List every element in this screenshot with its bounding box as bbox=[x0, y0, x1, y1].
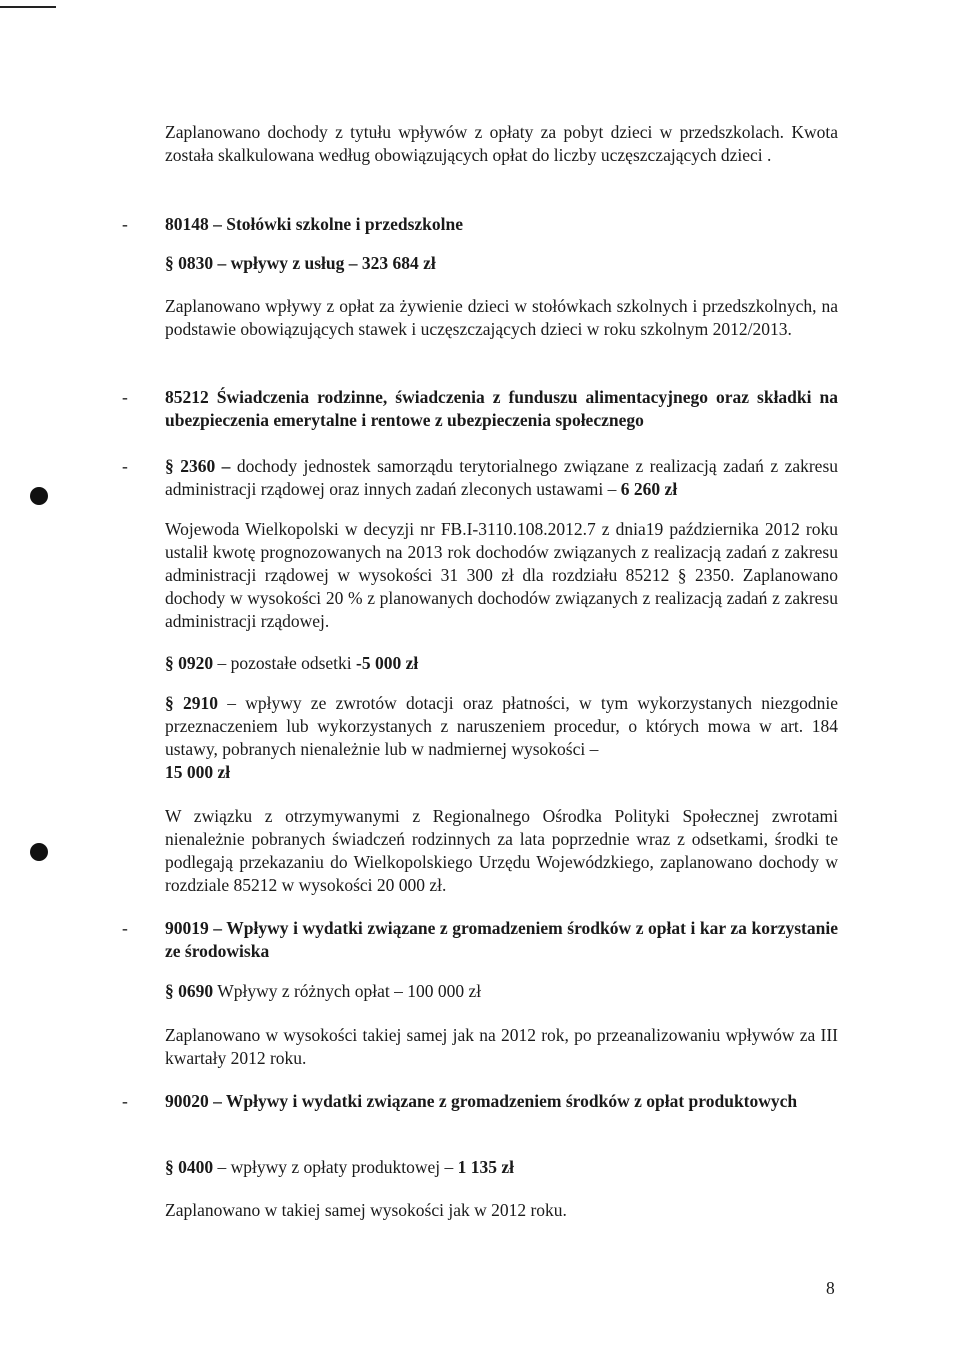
item-0690-code: § 0690 bbox=[165, 981, 214, 1001]
item-2910-amount: 15 000 zł bbox=[165, 762, 231, 782]
item-2360-code: § 2360 – bbox=[165, 456, 231, 476]
paragraph-wojewoda: Wojewoda Wielkopolski w decyzji nr FB.I-3110.108.2012.7 z dnia19 października 2012 roku ustalił kwotę prognozowanych na 2013 rok dochodów związanych z realizacją zadań z zakresu administracji rządowej w wysokości 31 300 zł dla rozdziału 85212 § 2350. Zaplanowano dochody w wysokości 20 % z planowanych dochodów związanych z realizacją zadań z zakresu administracji rządowej. bbox=[165, 519, 838, 631]
item-0690 bbox=[165, 980, 838, 1003]
paragraph-0690: Zaplanowano w wysokości takiej samej jak na 2012 rok, po przeanalizowaniu wpływów za III kwartały 2012 roku. bbox=[165, 1025, 838, 1068]
item-0400-text: – wpływy z opłaty produktowej – bbox=[217, 1157, 454, 1177]
item-0920-code: § 0920 bbox=[165, 653, 214, 673]
item-2910 bbox=[165, 692, 838, 784]
item-0690-text: Wpływy z różnych opłat – 100 000 zł bbox=[217, 981, 482, 1001]
bullet-85212: - bbox=[122, 387, 128, 407]
bullet-90020: - bbox=[122, 1091, 128, 1111]
item-0920 bbox=[165, 652, 838, 675]
item-0830-title: § 0830 – wpływy z usług – 323 684 zł bbox=[165, 253, 436, 273]
top-scan-line bbox=[0, 6, 56, 8]
item-0400-amount: 1 135 zł bbox=[457, 1157, 514, 1177]
heading-90020: 90020 – Wpływy i wydatki związane z gromadzeniem środków z opłat produktowych bbox=[165, 1091, 798, 1111]
bullet-80148: - bbox=[122, 214, 128, 234]
item-0830 bbox=[165, 252, 838, 275]
bullet-90019: - bbox=[122, 918, 128, 938]
heading-80148: 80148 – Stołówki szkolne i przedszkolne bbox=[165, 214, 464, 234]
item-2360-text: dochody jednostek samorządu terytorialnego związane z realizacją zadań z zakresu administracji rządowej oraz innych zadań zleconych ustawami – bbox=[165, 456, 839, 499]
item-2360 bbox=[165, 455, 838, 501]
paragraph-rops: W związku z otrzymywanymi z Regionalnego Ośrodka Polityki Społecznej zwrotami nienależnie pobranych świadczeń rodzinnych za lata poprzednie wraz z odsetkami, środki te podlegają przekazaniu do Wielkopolskiego Urzędu Wojewódzkiego, zaplanowano dochody w rozdziale 85212 w wysokości 20 000 zł. bbox=[165, 806, 838, 895]
heading-90019: 90019 – Wpływy i wydatki związane z gromadzeniem środków z opłat i kar za korzystanie ze środowiska bbox=[165, 918, 838, 961]
item-2910-code: § 2910 bbox=[165, 693, 218, 713]
bullet-2360: - bbox=[122, 456, 128, 476]
item-0400-code: § 0400 bbox=[165, 1157, 214, 1177]
item-0920-amount: -5 000 zł bbox=[356, 653, 419, 673]
paragraph-0830: Zaplanowano wpływy z opłat za żywienie dzieci w stołówkach szkolnych i przedszkolnych, na podstawie obowiązujących stawek i uczęszczających dzieci w roku szkolnym 2012/2013. bbox=[165, 296, 838, 339]
punch-hole-upper bbox=[30, 487, 48, 505]
heading-85212: 85212 Świadczenia rodzinne, świadczenia z funduszu alimentacyjnego oraz składki na ubezpieczenia emerytalne i rentowe z ubezpieczenia społecznego bbox=[165, 387, 838, 430]
intro-paragraph: Zaplanowano dochody z tytułu wpływów z opłaty za pobyt dzieci w przedszkolach. Kwota została skalkulowana według obowiązujących opłat do liczby uczęszczających dzieci . bbox=[165, 122, 838, 165]
page-number: 8 bbox=[826, 1278, 835, 1298]
punch-hole-lower bbox=[30, 843, 48, 861]
item-0400 bbox=[165, 1156, 838, 1179]
item-0920-text: – pozostałe odsetki bbox=[217, 653, 352, 673]
paragraph-0400: Zaplanowano w takiej samej wysokości jak w 2012 roku. bbox=[165, 1200, 567, 1220]
item-2360-amount: 6 260 zł bbox=[620, 479, 678, 499]
item-2910-text: – wpływy ze zwrotów dotacji oraz płatności, w tym wykorzystanych niezgodnie przeznaczeniem lub wykorzystanych z naruszeniem procedur, o których mowa w art. 184 ustawy, pobranych nienależnie lub w nadmiernej wysokości – bbox=[165, 693, 839, 759]
